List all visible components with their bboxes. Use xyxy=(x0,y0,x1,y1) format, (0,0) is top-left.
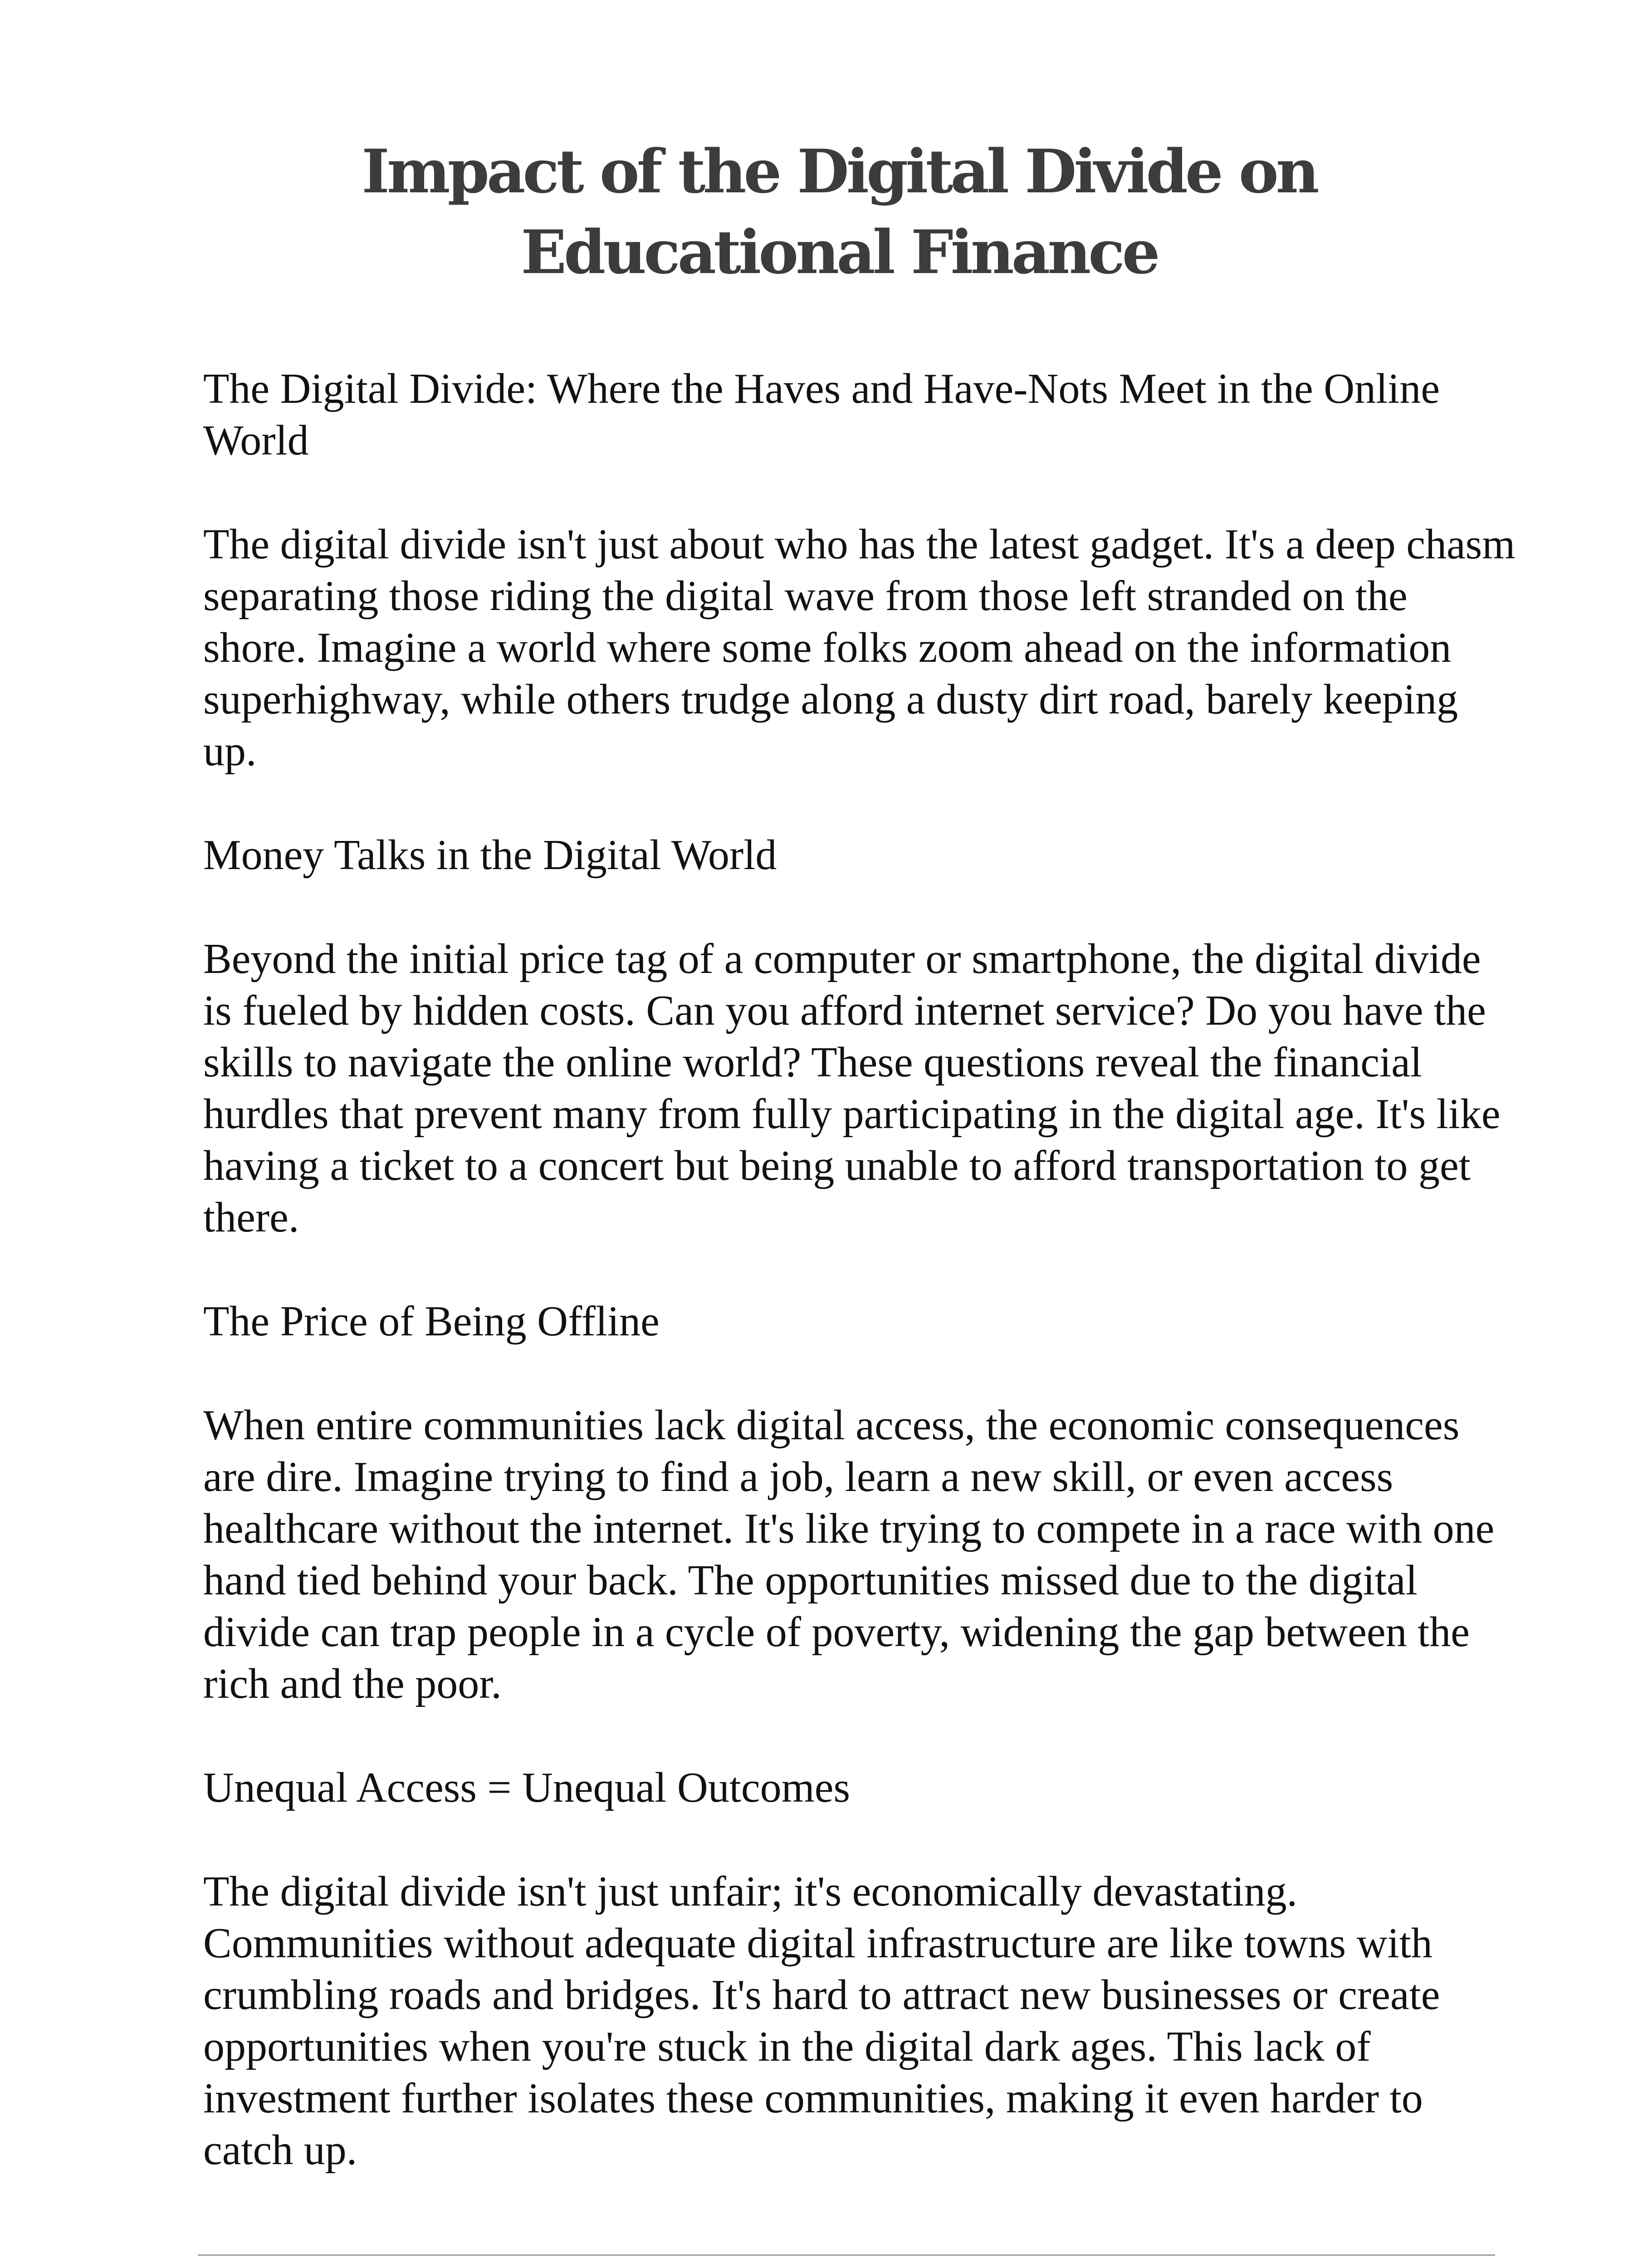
document-body xyxy=(203,363,1519,2176)
section-heading-price-offline: The Price of Being Offline xyxy=(203,1298,660,1345)
page-title-line-2: Educational Finance xyxy=(521,217,1158,288)
section-paragraph-money-talks: Beyond the initial price tag of a computer or smartphone, the digital divide is fueled by hidden costs. Can you afford internet service? Do you have the skills to navigate the online world? These questions reveal the financial hurdles that prevent many from fully participating in the digital age. It's like having a ticket to a concert but being unable to afford transportation to get there. xyxy=(203,935,1501,1241)
page-title-line-1: Impact of the Digital Divide on xyxy=(362,137,1317,207)
section-paragraph-digital-divide: The digital divide isn't just about who has the latest gadget. It's a deep chasm separating those riding the digital wave from those left stranded on the shore. Imagine a world where some folks zoom ahead on the information superhighway, while others trudge along a dusty dirt road, barely keeping up. xyxy=(203,521,1516,775)
page-number xyxy=(771,2266,862,2268)
footer-divider xyxy=(198,2254,1495,2256)
section-heading-money-talks: Money Talks in the Digital World xyxy=(203,831,777,879)
section-paragraph-unequal-access: The digital divide isn't just unfair; it's economically devastating. Communities without adequate digital infrastructure are like towns with crumbling roads and bridges. It's hard to attract new businesses or create opportunities when you're stuck in the digital dark ages. This lack of investment further isolates these communities, making it even harder to catch up. xyxy=(203,1868,1440,2174)
section-heading-digital-divide: The Digital Divide: Where the Haves and Have-Nots Meet in the Online World xyxy=(203,365,1440,464)
section-paragraph-price-offline: When entire communities lack digital access, the economic consequences are dire. Imagine trying to find a job, learn a new skill, or even access healthcare without the internet. It's like trying to compete in a race with one hand tied behind your back. The opportunities missed due to the digital divide can trap people in a cycle of poverty, widening the gap between the rich and the poor. xyxy=(203,1402,1495,1707)
page-title xyxy=(136,132,1542,293)
section-heading-unequal-access: Unequal Access = Unequal Outcomes xyxy=(203,1764,851,1811)
